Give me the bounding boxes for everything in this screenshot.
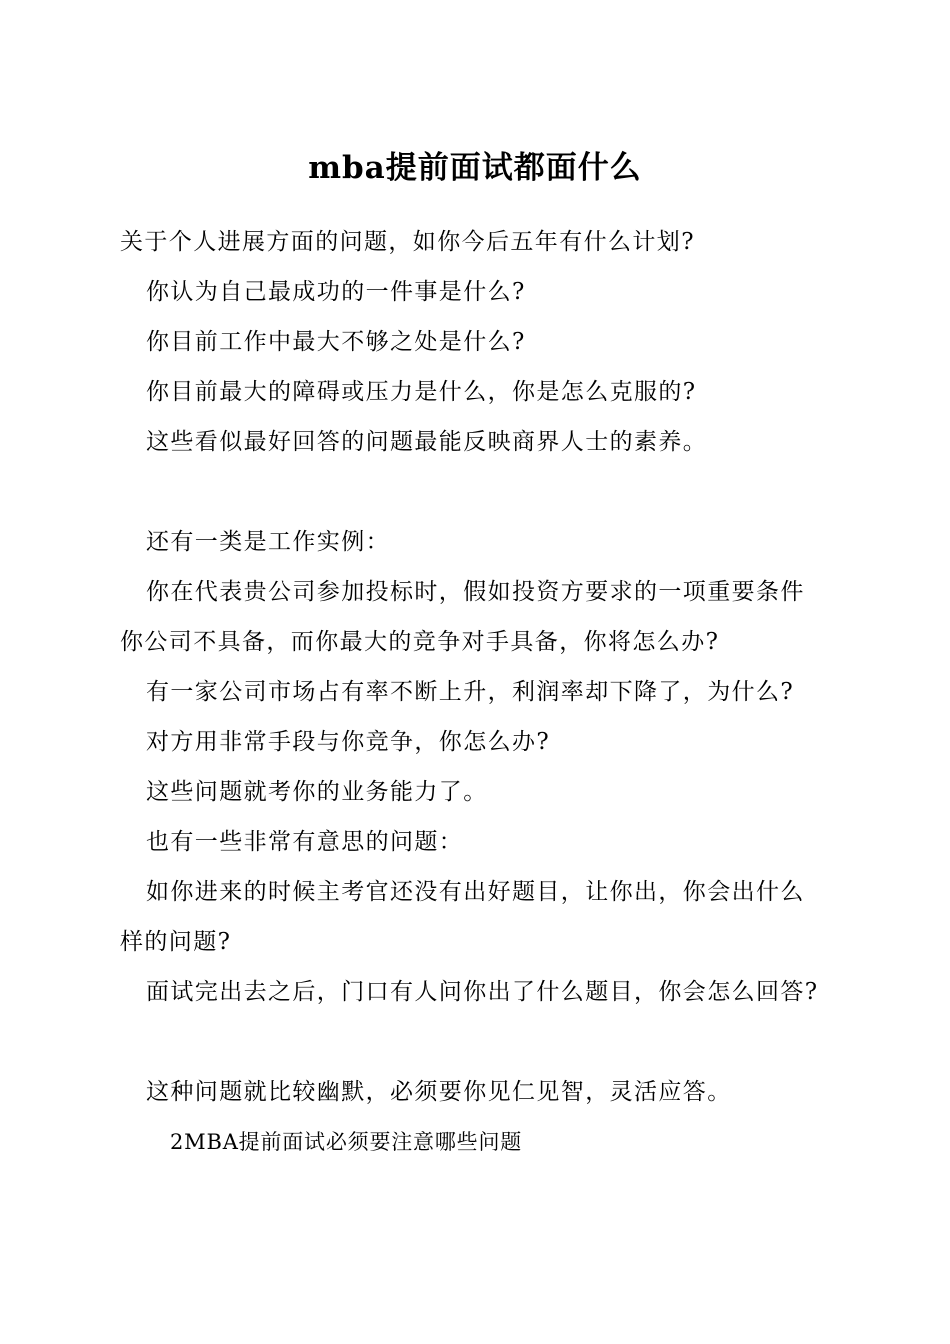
paragraph-line: 也有一些非常有意思的问题： [146,829,464,855]
paragraph-line: 对方用非常手段与你竞争，你怎么办? [146,729,551,755]
paragraph-line: 样的问题? [120,929,232,955]
paragraph-line: 这些问题就考你的业务能力了。 [146,779,488,805]
document-title: mba提前面试都面什么 [308,150,642,186]
paragraph-line: 面试完出去之后，门口有人问你出了什么题目，你会怎么回答? [146,979,819,1005]
paragraph-line: 这种问题就比较幽默，必须要你见仁见智，灵活应答。 [146,1079,732,1105]
paragraph-line: 你目前最大的障碍或压力是什么，你是怎么克服的? [146,379,697,405]
paragraph-line: 你公司不具备，而你最大的竞争对手具备，你将怎么办? [120,629,720,655]
paragraph-line: 你认为自己最成功的一件事是什么? [146,279,526,305]
paragraph-line: 有一家公司市场占有率不断上升，利润率却下降了，为什么? [146,679,795,705]
paragraph-line: 这些看似最好回答的问题最能反映商界人士的素养。 [146,429,708,455]
paragraph-line: 你在代表贵公司参加投标时，假如投资方要求的一项重要条件 [146,579,805,605]
paragraph-line: 还有一类是工作实例： [146,529,390,555]
section-heading: 2MBA提前面试必须要注意哪些问题 [170,1130,523,1154]
paragraph-line: 你目前工作中最大不够之处是什么? [146,329,526,355]
paragraph-line: 关于个人进展方面的问题，如你今后五年有什么计划? [120,229,695,255]
paragraph-line: 如你进来的时候主考官还没有出好题目，让你出，你会出什么 [146,879,805,905]
